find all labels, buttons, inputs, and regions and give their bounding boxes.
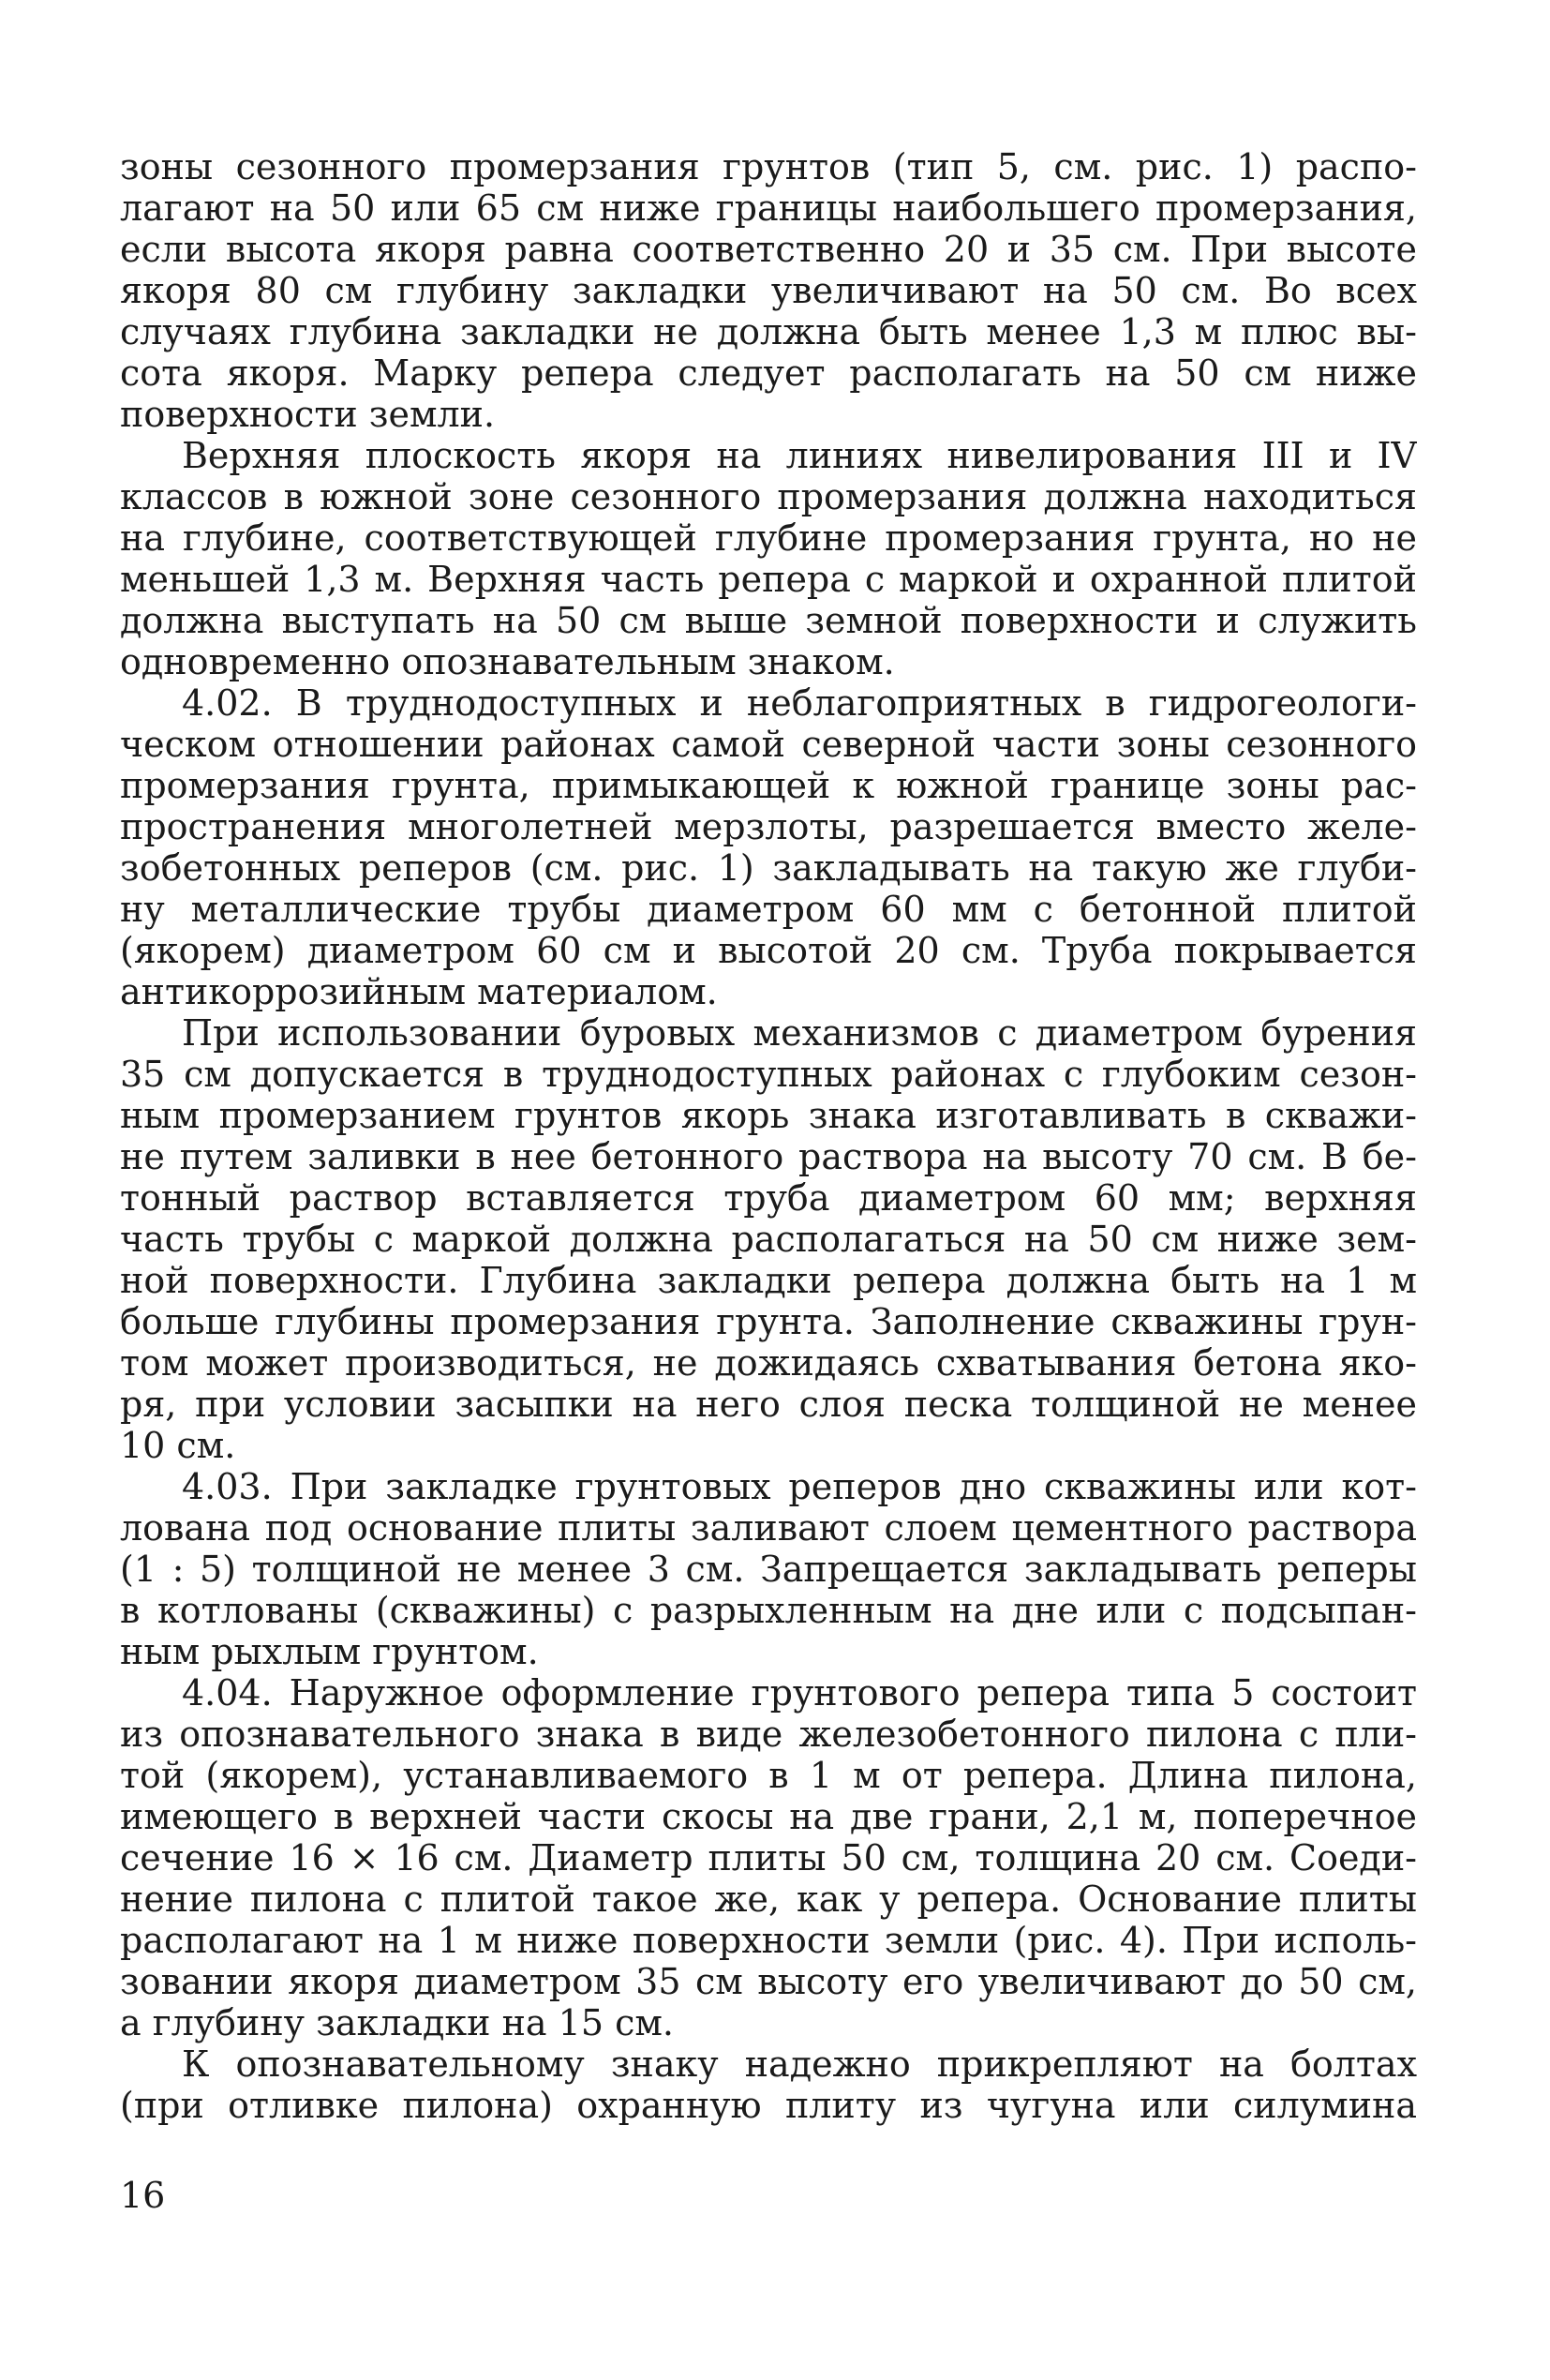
text-line: пространения многолетней мерзлоты, разрешается вместо желе- xyxy=(120,806,1417,847)
text-line: лагают на 50 или 65 см ниже границы наибольшего промерзания, xyxy=(120,187,1417,229)
text-line: имеющего в верхней части скосы на две грани, 2,1 м, поперечное xyxy=(120,1796,1417,1837)
paragraph xyxy=(120,2043,1417,2126)
text-line: зобетонных реперов (см. рис. 1) закладывать на такую же глуби- xyxy=(120,847,1417,889)
text-line: (якорем) диаметром 60 см и высотой 20 см. Труба покрывается xyxy=(120,930,1417,971)
text-line: зовании якоря диаметром 35 см высоту его увеличивают до 50 см, xyxy=(120,1961,1417,2002)
paragraph xyxy=(120,1466,1417,1672)
text-line: том может производиться, не дожидаясь схватывания бетона яко- xyxy=(120,1342,1417,1384)
text-line: сота якоря. Марку репера следует располагать на 50 см ниже xyxy=(120,352,1417,394)
text-line: нение пилона с плитой такое же, как у репера. Основание плиты xyxy=(120,1879,1417,1920)
page-number: 16 xyxy=(120,2175,166,2216)
text-line: если высота якоря равна соответственно 20 и 35 см. При высоте xyxy=(120,229,1417,270)
text-line: якоря 80 см глубину закладки увеличивают на 50 см. Во всех xyxy=(120,270,1417,311)
text-line: располагают на 1 м ниже поверхности земли (рис. 4). При исполь- xyxy=(120,1920,1417,1961)
text-line: в котлованы (скважины) с разрыхленным на дне или с подсыпан- xyxy=(120,1590,1417,1631)
text-line: одновременно опознавательным знаком. xyxy=(120,641,895,682)
text-line: Верхняя плоскость якоря на линиях нивелирования III и IV xyxy=(182,435,1417,476)
text-line: (при отливке пилона) охранную плиту из чугуна или силумина xyxy=(120,2085,1417,2126)
text-line: ческом отношении районах самой северной части зоны сезонного xyxy=(120,724,1417,765)
paragraph xyxy=(120,435,1417,682)
text-line: классов в южной зоне сезонного промерзания должна находиться xyxy=(120,476,1417,517)
text-line: ным рыхлым грунтом. xyxy=(120,1631,539,1672)
text-line: ря, при условии засыпки на него слоя песка толщиной не менее xyxy=(120,1384,1417,1425)
text-line: той (якорем), устанавливаемого в 1 м от репера. Длина пилона, xyxy=(120,1755,1417,1796)
text-line: 4.03. При закладке грунтовых реперов дно скважины или кот- xyxy=(182,1466,1417,1507)
text-line: из опознавательного знака в виде железобетонного пилона с пли- xyxy=(120,1714,1417,1755)
text-line: промерзания грунта, примыкающей к южной границе зоны рас- xyxy=(120,765,1417,806)
text-line: меньшей 1,3 м. Верхняя часть репера с маркой и охранной плитой xyxy=(120,559,1417,600)
text-line: 4.02. В труднодоступных и неблагоприятных в гидрогеологи- xyxy=(182,682,1417,724)
text-line: сечение 16 × 16 см. Диаметр плиты 50 см, толщина 20 см. Соеди- xyxy=(120,1837,1417,1879)
paragraph xyxy=(120,1672,1417,2043)
text-line: часть трубы с маркой должна располагаться на 50 см ниже зем- xyxy=(120,1219,1417,1260)
text-line: зоны сезонного промерзания грунтов (тип 5, см. рис. 1) распо- xyxy=(120,146,1417,187)
text-line: К опознавательному знаку надежно прикрепляют на болтах xyxy=(182,2043,1417,2085)
text-line: ной поверхности. Глубина закладки репера должна быть на 1 м xyxy=(120,1260,1417,1301)
text-line: лована под основание плиты заливают слоем цементного раствора xyxy=(120,1507,1417,1549)
text-line: 35 см допускается в труднодоступных районах с глубоким сезон- xyxy=(120,1054,1417,1095)
paragraph xyxy=(120,682,1417,1012)
text-line: на глубине, соответствующей глубине промерзания грунта, но не xyxy=(120,517,1417,559)
text-line: поверхности земли. xyxy=(120,394,496,435)
text-line: ну металлические трубы диаметром 60 мм с бетонной плитой xyxy=(120,889,1417,930)
text-line: ным промерзанием грунтов якорь знака изготавливать в скважи- xyxy=(120,1095,1417,1136)
text-line: не путем заливки в нее бетонного раствора на высоту 70 см. В бе- xyxy=(120,1136,1417,1177)
text-line: (1 : 5) толщиной не менее 3 см. Запрещается закладывать реперы xyxy=(120,1549,1417,1590)
paragraph xyxy=(120,1012,1417,1466)
text-line: 10 см. xyxy=(120,1425,236,1466)
text-line: должна выступать на 50 см выше земной поверхности и служить xyxy=(120,600,1417,641)
text-line: а глубину закладки на 15 см. xyxy=(120,2002,675,2043)
text-line: тонный раствор вставляется труба диаметром 60 мм; верхняя xyxy=(120,1177,1417,1219)
paragraph xyxy=(120,146,1417,435)
text-line: случаях глубина закладки не должна быть менее 1,3 м плюс вы- xyxy=(120,311,1417,352)
page-body xyxy=(120,146,1417,2126)
text-line: 4.04. Наружное оформление грунтового репера типа 5 состоит xyxy=(182,1672,1417,1714)
text-line: больше глубины промерзания грунта. Заполнение скважины грун- xyxy=(120,1301,1417,1342)
text-line: При использовании буровых механизмов с диаметром бурения xyxy=(182,1012,1417,1054)
text-line: антикоррозийным материалом. xyxy=(120,971,718,1012)
